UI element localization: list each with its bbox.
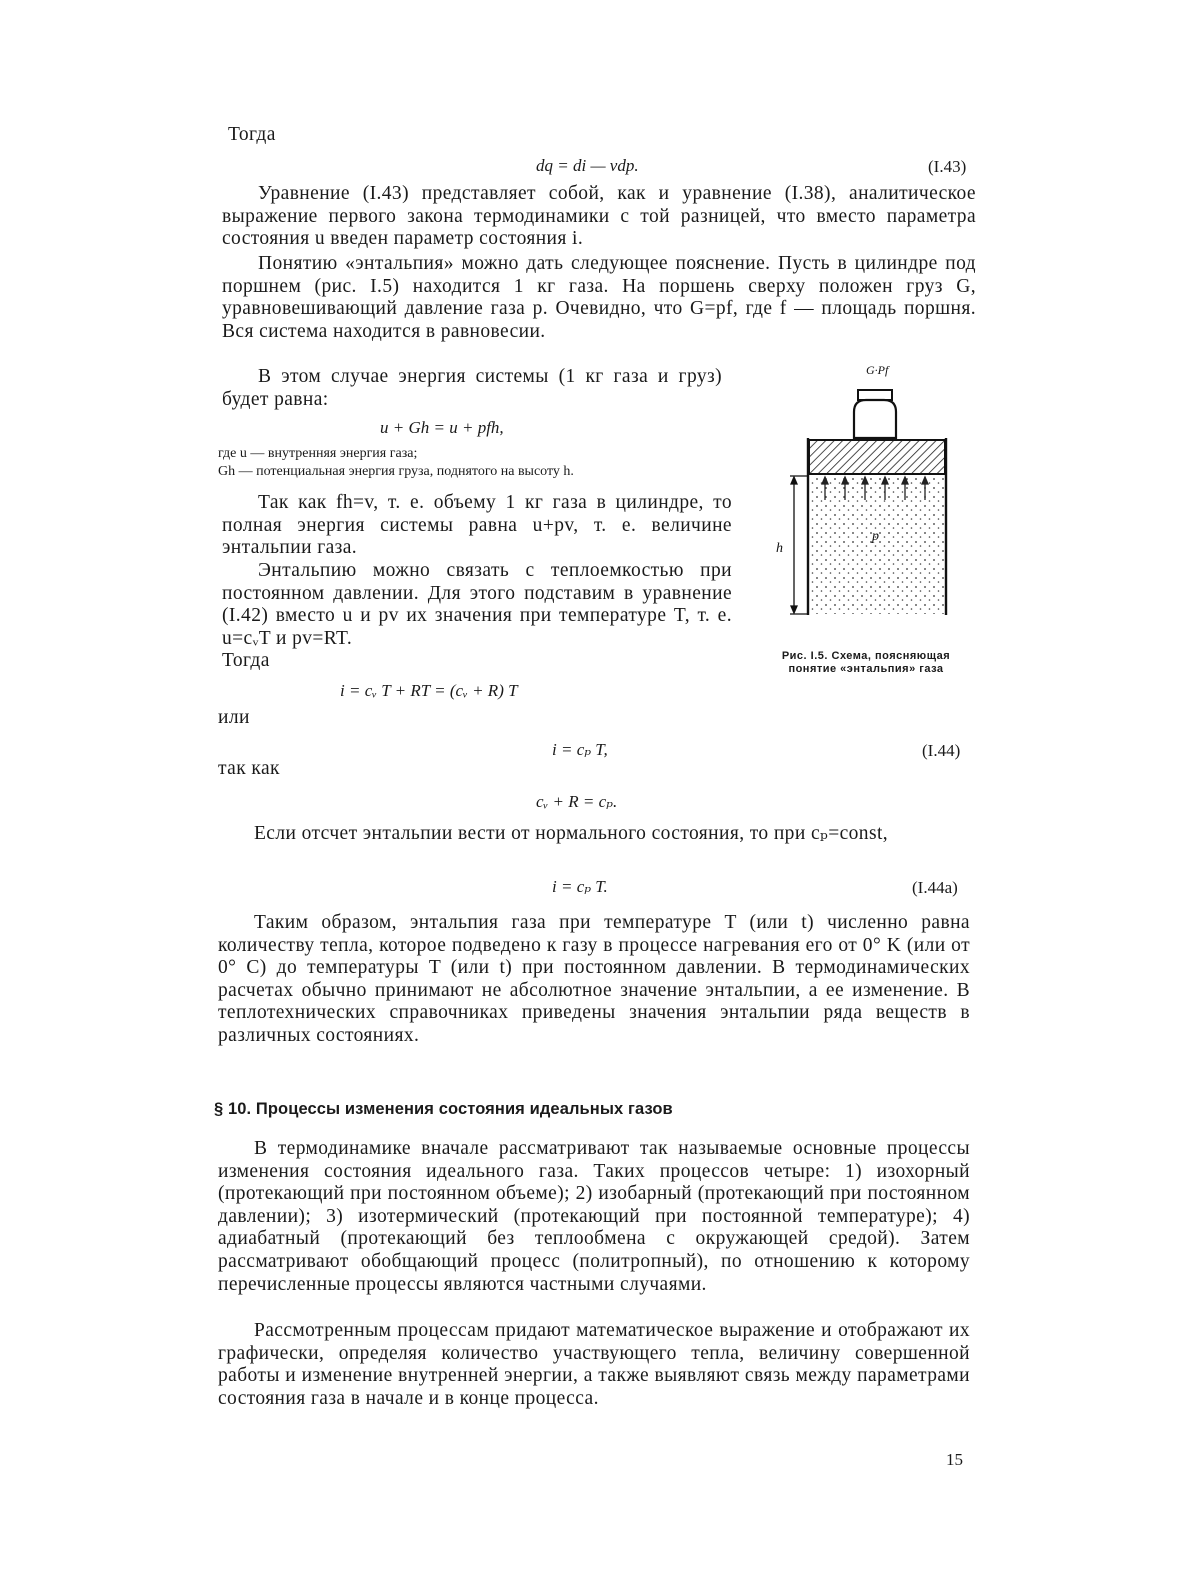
paragraph-process-analysis: Рассмотренным процессам придают математическое выражение и отображают их графически, определяя количество участвующего тепла, величину совершенной работы и изменение внутренней энергии, а также выявляют связь между параметрами состояния газа в начале и в конце процесса. (218, 1320, 970, 1409)
load-label: G·Pf (866, 363, 889, 377)
paragraph-normal-state: Если отсчет энтальпии вести от нормального состояния, то при cₚ=const, (254, 823, 889, 844)
equation-1-44a: i = cₚ T. (552, 877, 608, 896)
ili-label: или (218, 707, 250, 728)
equation-1-43: dq = di — vdp. (536, 156, 639, 175)
height-label: h (776, 541, 783, 556)
equation-1-43-number: (I.43) (928, 157, 967, 176)
page-number: 15 (946, 1450, 963, 1469)
tog-da-label-2: Тогда (222, 650, 270, 671)
equation-1-44a-number: (I.44a) (912, 878, 958, 897)
where-u: где u — внутренняя энергия газа; (218, 446, 418, 461)
load-weight (854, 390, 896, 438)
equation-energy: u + Gh = u + pfh, (380, 418, 504, 437)
tog-da-label: Тогда (228, 124, 276, 145)
height-dimension (790, 476, 808, 614)
paragraph-system-energy: В этом случае энергия системы (1 кг газа и груз) будет равна: (222, 366, 722, 410)
equation-i-expanded: i = cᵥ T + RT = (cᵥ + R) T (340, 681, 518, 700)
paragraph-heat-capacity: Энтальпию можно связать с теплоемкостью при постоянном давлении. Для этого подставим в уравнение (I.42) вместо u и pv их значения при температуре T, т. е. u=cᵥT и pv=RT. (222, 560, 732, 649)
paragraph-enthalpy-meaning: Таким образом, энтальпия газа при температуре T (или t) численно равна количеству тепла, которое подведено к газу в процессе нагревания его от 0° K (или от 0° C) до температуры T (или t) при постоянном давлении. В термодинамических расчетах обычно принимают не абсолютное значение энтальпии, а ее изменение. В теплотехнических справочниках приведены значения энтальпии ряда веществ в различных состояниях. (218, 912, 970, 1046)
equation-cv-r: cᵥ + R = cₚ. (536, 792, 618, 811)
figure-piston-cylinder (770, 360, 970, 620)
paragraph-fh-v: Так как fh=v, т. е. объему 1 кг газа в цилиндре, то полная энергия системы равна u+pv, т. е. величине энтальпии газа. (222, 492, 732, 559)
piston (809, 440, 945, 474)
section-heading: § 10. Процессы изменения состояния идеальных газов (214, 1100, 673, 1118)
equation-1-44: i = cₚ T, (552, 740, 608, 759)
where-gh: Gh — потенциальная энергия груза, поднятого на высоту h. (218, 464, 574, 479)
paragraph-basic-processes: В термодинамике вначале рассматривают так называемые основные процессы изменения состояния идеального газа. Таких процессов четыре: 1) изохорный (протекающий при постоянном объеме); 2) изобарный (протекающий при постоянном давлении); 3) изотермический (протекающий при постоянной температуре); 4) адиабатный (протекающий без теплообмена с окружающей средой). Затем рассматривают обобщающий процесс (политропный), по отношению к которому перечисленные процессы являются частными случаями. (218, 1138, 970, 1295)
paragraph-enthalpy-explanation: Понятию «энтальпия» можно дать следующее пояснение. Пусть в цилиндре под поршнем (рис. I.5) находится 1 кг газа. На поршень сверху положен груз G, уравновешивающий давление газа p. Очевидно, что G=pf, где f — площадь поршня. Вся система находится в равновесии. (222, 253, 976, 342)
paragraph-first-law: Уравнение (I.43) представляет собой, как и уравнение (I.38), аналитическое выражение первого закона термодинамики с той разницей, что вместо параметра состояния u введен параметр состояния i. (222, 183, 976, 250)
piston-cylinder-diagram (770, 360, 970, 620)
equation-1-44-number: (I.44) (922, 741, 961, 760)
figure-caption: Рис. I.5. Схема, поясняющая понятие «энтальпия» газа (781, 650, 951, 675)
pressure-label: p (872, 529, 879, 544)
tak-kak-label: так как (218, 758, 280, 779)
gas-volume (810, 476, 944, 614)
